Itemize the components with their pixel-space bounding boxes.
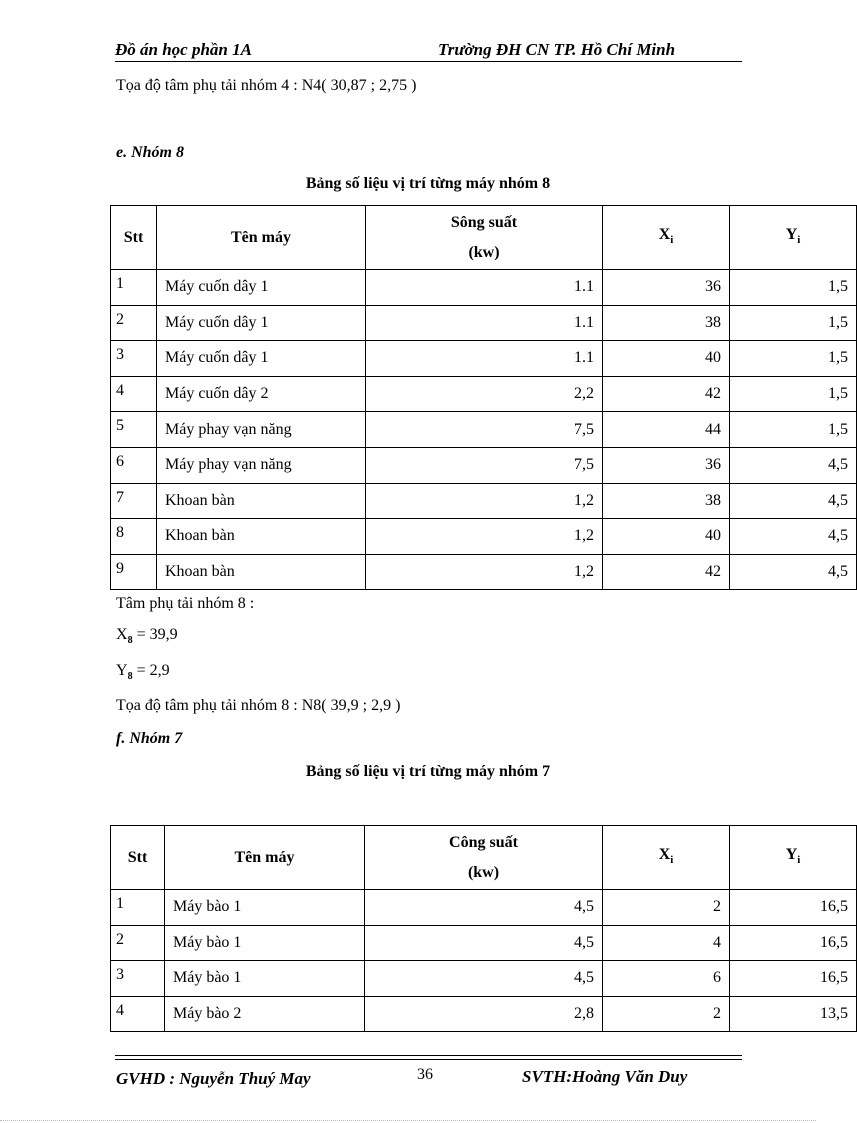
cell-x: 42 [603,554,730,590]
cell-stt: 6 [111,447,157,483]
col-y-var: Y [785,845,798,863]
cell-x: 6 [603,961,730,997]
cell-y: 16,5 [730,925,857,961]
cell-stt: 4 [111,996,165,1032]
cell-stt: 2 [111,305,157,341]
table-group-7 [110,825,857,1032]
cell-name: Khoan bàn [157,554,366,590]
cell-stt: 7 [111,483,157,519]
cell-name: Máy bào 1 [165,961,365,997]
cell-x: 2 [603,996,730,1032]
cell-x: 42 [603,376,730,412]
cell-stt: 1 [111,890,165,926]
cell-y: 16,5 [730,961,857,997]
col-stt: Stt [111,206,157,270]
col-name: Tên máy [165,826,365,890]
cell-y: 1,5 [730,376,857,412]
header-rule [115,61,742,62]
x-subscript: 8 [127,635,133,647]
section-f-caption: Bảng số liệu vị trí từng máy nhóm 7 [305,763,551,780]
cell-name: Máy cuốn dây 1 [157,341,366,377]
cell-stt: 4 [111,376,157,412]
cell-x: 36 [603,447,730,483]
cell-stt: 3 [111,961,165,997]
cell-x: 2 [603,890,730,926]
section-e-caption: Bảng số liệu vị trí từng máy nhóm 8 [305,175,551,192]
col-x-sub: i [670,854,674,867]
x-var: X [116,626,128,643]
cell-stt: 5 [111,412,157,448]
y-subscript: 8 [127,671,133,683]
cell-y: 13,5 [730,996,857,1032]
col-x-var: X [658,225,671,243]
table-row [111,925,857,961]
cell-name: Máy cuốn dây 1 [157,270,366,306]
cell-power: 2,8 [365,996,603,1032]
group8-coord-line: Tọa độ tâm phụ tải nhóm 8 : N8( 39,9 ; 2,9 ) [116,697,401,714]
center-label-8: Tâm phụ tải nhóm 8 : [116,595,255,612]
cell-power: 1,2 [366,483,603,519]
table-row [111,412,857,448]
page-number: 36 [417,1066,433,1083]
table-row [111,341,857,377]
page-edge-dots [0,1120,816,1121]
cell-power: 7,5 [366,412,603,448]
col-x [603,826,730,890]
table-row [111,483,857,519]
cell-name: Máy phay vạn năng [157,412,366,448]
col-power-line1: Sông suất [450,213,518,231]
footer-instructor: GVHD : Nguyễn Thuý May [116,1069,311,1088]
col-name: Tên máy [157,206,366,270]
cell-stt: 3 [111,341,157,377]
cell-x: 44 [603,412,730,448]
section-f-heading: f. Nhóm 7 [116,730,183,747]
cell-power: 4,5 [365,961,603,997]
cell-stt: 9 [111,554,157,590]
col-x-sub: i [670,234,674,247]
x-value: = 39,9 [132,626,178,643]
header-row [111,826,857,890]
table-row [111,996,857,1032]
col-y-var: Y [785,225,798,243]
cell-power: 1.1 [366,270,603,306]
col-x [603,206,730,270]
col-power-line2: (kw) [467,863,500,881]
cell-y: 4,5 [730,554,857,590]
x-center-8 [116,626,178,646]
table-row [111,554,857,590]
footer-student: SVTH:Hoàng Văn Duy [522,1067,688,1086]
table-row [111,305,857,341]
section-e-heading: e. Nhóm 8 [116,144,184,161]
cell-x: 40 [603,341,730,377]
cell-x: 36 [603,270,730,306]
cell-name: Máy cuốn dây 2 [157,376,366,412]
header-left: Đồ án học phần 1A [115,40,252,59]
table-row [111,447,857,483]
table-group-8 [110,205,857,590]
cell-power: 4,5 [365,890,603,926]
cell-x: 38 [603,483,730,519]
col-x-var: X [658,845,671,863]
table-row [111,890,857,926]
cell-y: 1,5 [730,270,857,306]
cell-name: Khoan bàn [157,519,366,555]
y-var: Y [116,662,128,679]
cell-y: 4,5 [730,519,857,555]
cell-power: 4,5 [365,925,603,961]
col-stt: Stt [111,826,165,890]
col-y [730,826,857,890]
cell-x: 40 [603,519,730,555]
cell-x: 4 [603,925,730,961]
header-right: Trường ĐH CN TP. Hồ Chí Minh [438,40,676,59]
cell-name: Máy bào 1 [165,925,365,961]
col-y [730,206,857,270]
cell-y: 1,5 [730,412,857,448]
cell-power: 1.1 [366,341,603,377]
cell-stt: 1 [111,270,157,306]
table-row [111,961,857,997]
cell-power: 2,2 [366,376,603,412]
col-power [366,206,603,270]
cell-stt: 2 [111,925,165,961]
cell-name: Máy phay vạn năng [157,447,366,483]
col-y-sub: i [797,234,801,247]
group4-coord-line: Tọa độ tâm phụ tải nhóm 4 : N4( 30,87 ; 2,75 ) [116,77,417,94]
col-power-line1: Công suất [449,833,518,851]
cell-power: 7,5 [366,447,603,483]
cell-power: 1,2 [366,519,603,555]
col-power [365,826,603,890]
cell-y: 16,5 [730,890,857,926]
cell-stt: 8 [111,519,157,555]
table-row [111,270,857,306]
cell-y: 1,5 [730,305,857,341]
cell-name: Máy bào 1 [165,890,365,926]
cell-power: 1,2 [366,554,603,590]
cell-y: 4,5 [730,483,857,519]
cell-x: 38 [603,305,730,341]
table-row [111,519,857,555]
col-y-sub: i [797,854,801,867]
cell-y: 4,5 [730,447,857,483]
table-row [111,376,857,412]
col-power-line2: (kw) [468,243,500,261]
cell-name: Khoan bàn [157,483,366,519]
footer-rule-bottom [115,1059,742,1060]
cell-y: 1,5 [730,341,857,377]
cell-name: Máy cuốn dây 1 [157,305,366,341]
y-center-8 [116,662,170,682]
footer-rule-top [115,1055,742,1056]
header-row [111,206,857,270]
cell-name: Máy bào 2 [165,996,365,1032]
cell-power: 1.1 [366,305,603,341]
y-value: = 2,9 [132,662,170,679]
